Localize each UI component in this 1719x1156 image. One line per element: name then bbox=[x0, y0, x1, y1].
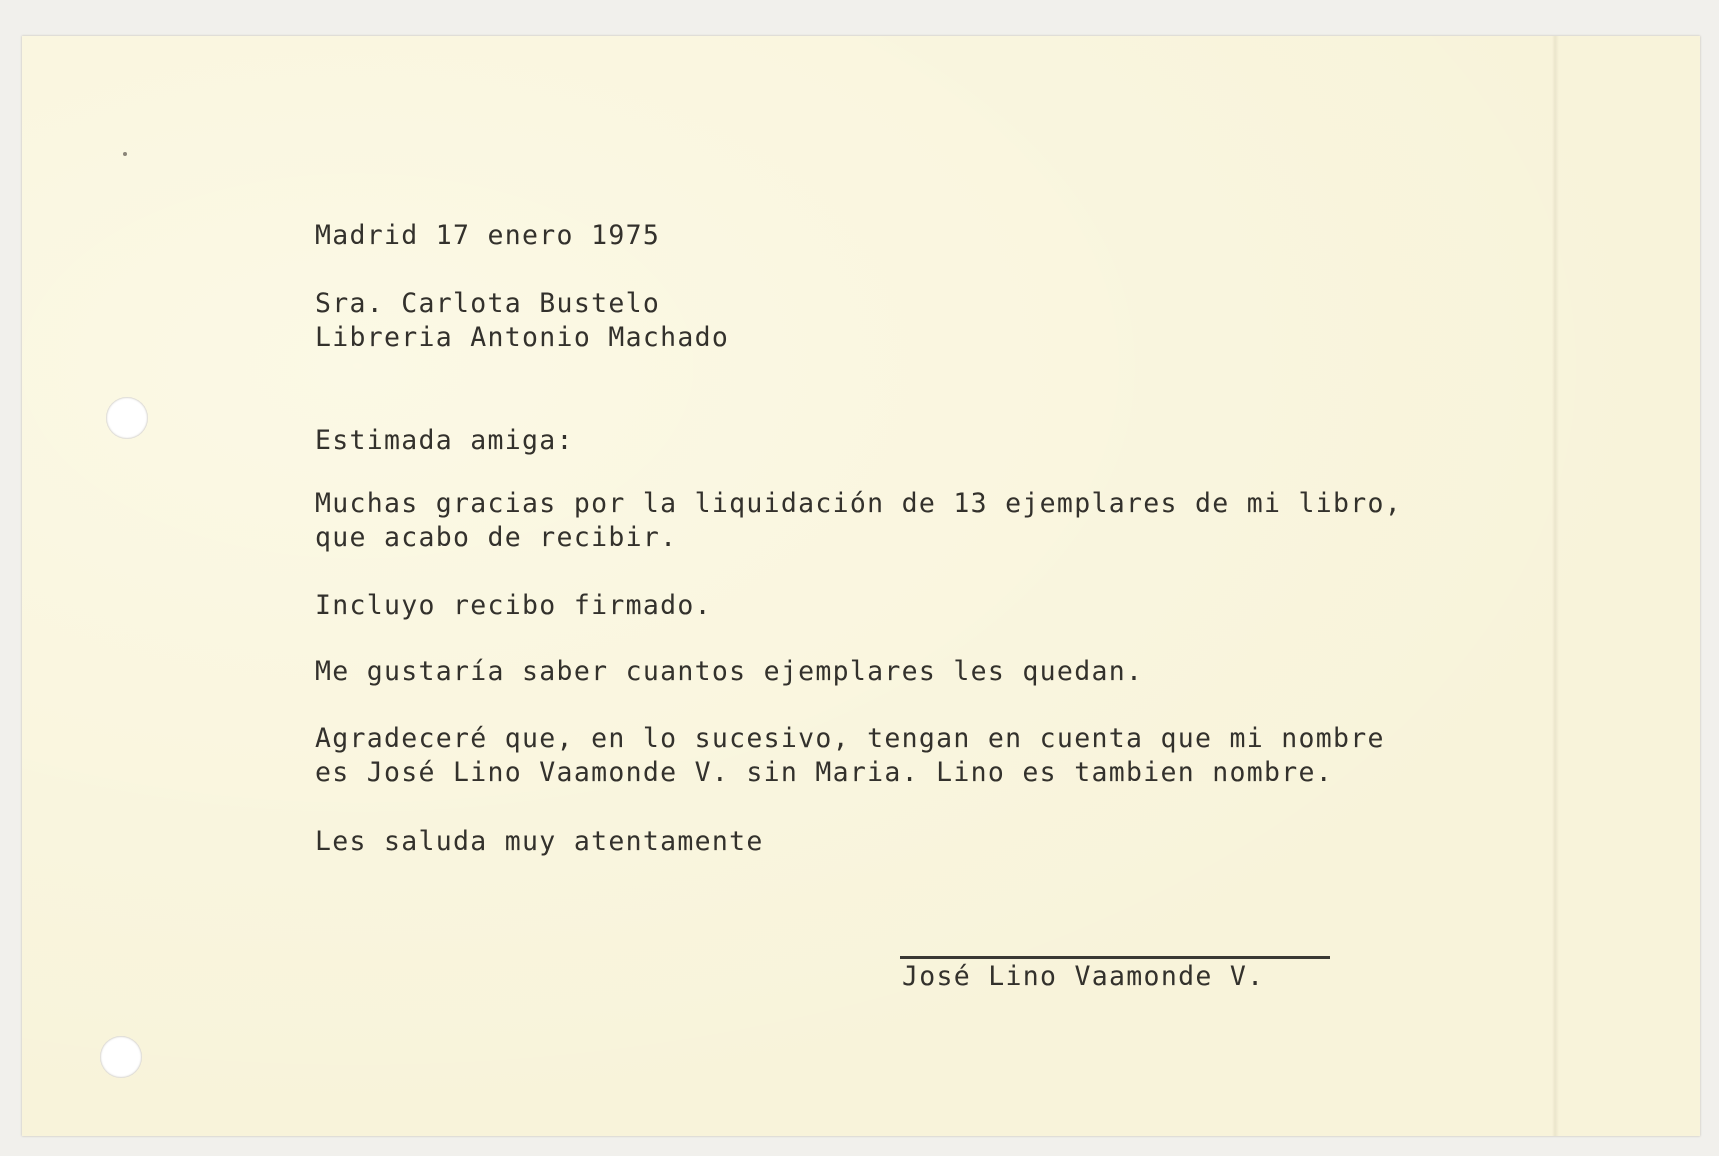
punch-hole-top bbox=[106, 397, 148, 439]
salutation: Estimada amiga: bbox=[315, 425, 574, 456]
punch-hole-bottom bbox=[100, 1036, 142, 1078]
paragraph-line: Muchas gracias por la liquidación de 13 ejemplares de mi libro, bbox=[315, 488, 1403, 519]
signature-line bbox=[900, 956, 1330, 959]
paragraph-line: Me gustaría saber cuantos ejemplares les quedan. bbox=[315, 656, 1144, 687]
paragraph-line: Agradeceré que, en lo sucesivo, tengan en cuenta que mi nombre bbox=[315, 723, 1385, 754]
paper-speck bbox=[123, 152, 127, 156]
paragraph-line: Incluyo recibo firmado. bbox=[315, 590, 712, 621]
recipient-name: Sra. Carlota Bustelo bbox=[315, 288, 661, 319]
paragraph-line: que acabo de recibir. bbox=[315, 522, 678, 553]
signature-name: José Lino Vaamonde V. bbox=[902, 961, 1265, 992]
recipient-organization: Libreria Antonio Machado bbox=[315, 322, 730, 353]
closing-line: Les saluda muy atentamente bbox=[315, 826, 764, 857]
letter-date: Madrid 17 enero 1975 bbox=[315, 220, 661, 251]
paragraph-line: es José Lino Vaamonde V. sin Maria. Lino es tambien nombre. bbox=[315, 757, 1334, 788]
letter-sheet bbox=[22, 36, 1700, 1136]
